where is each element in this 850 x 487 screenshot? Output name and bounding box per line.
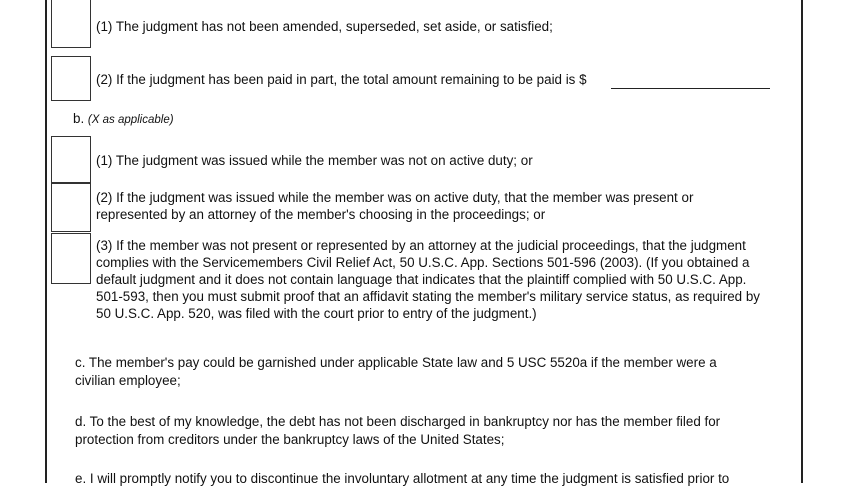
item-b1-text: (1) The judgment was issued while the member was not on active duty; or <box>96 153 533 168</box>
item-b3-line-2: complies with the Servicemembers Civil Relief Act, 50 U.S.C. App. Sections 501-596 (2003). (If you obtained a <box>96 255 750 270</box>
checkbox-b1[interactable] <box>51 136 91 183</box>
para-d-line-1: d. To the best of my knowledge, the debt has not been discharged in bankruptcy nor has the member filed for <box>75 414 721 429</box>
item-b3-line-5: 50 U.S.C. App. 520, was filed with the court prior to entry of the judgment.) <box>96 306 537 321</box>
item-b2-line-2: represented by an attorney of the member's choosing in the proceedings; or <box>96 207 546 222</box>
para-e-line-1: e. I will promptly notify you to discontinue the involuntary allotment at any time the judgment is satisfied prior to <box>75 471 730 486</box>
form-right-border <box>801 0 803 483</box>
item-b2-line-1: (2) If the judgment was issued while the member was on active duty, that the member was present or <box>96 190 694 205</box>
checkbox-a2[interactable] <box>51 56 91 101</box>
para-c-line-1: c. The member's pay could be garnished under applicable State law and 5 USC 5520a if the member were a <box>75 355 717 370</box>
section-b-letter: b. <box>73 111 85 126</box>
item-a1-text: (1) The judgment has not been amended, superseded, set aside, or satisfied; <box>96 19 553 34</box>
item-b3-line-3: default judgment and it does not contain language that indicates that the plaintiff complied with 50 U.S.C. App. <box>96 272 747 287</box>
checkbox-b2[interactable] <box>51 183 91 232</box>
form-left-border <box>45 0 47 483</box>
amount-remaining-field[interactable] <box>611 88 770 89</box>
section-b-note: (X as applicable) <box>87 114 174 126</box>
section-b-label <box>73 111 174 126</box>
checkbox-b3[interactable] <box>51 233 91 284</box>
item-a2-text: (2) If the judgment has been paid in part, the total amount remaining to be paid is $ <box>96 72 587 87</box>
para-d-line-2: protection from creditors under the bankruptcy laws of the United States; <box>75 432 505 447</box>
checkbox-a1[interactable] <box>51 0 91 48</box>
item-b3-line-1: (3) If the member was not present or represented by an attorney at the judicial proceedings, that the judgment <box>96 238 746 253</box>
item-b3-line-4: 501-593, then you must submit proof that an affidavit stating the member's military service status, as required by <box>96 289 760 304</box>
para-c-line-2: civilian employee; <box>75 373 181 388</box>
